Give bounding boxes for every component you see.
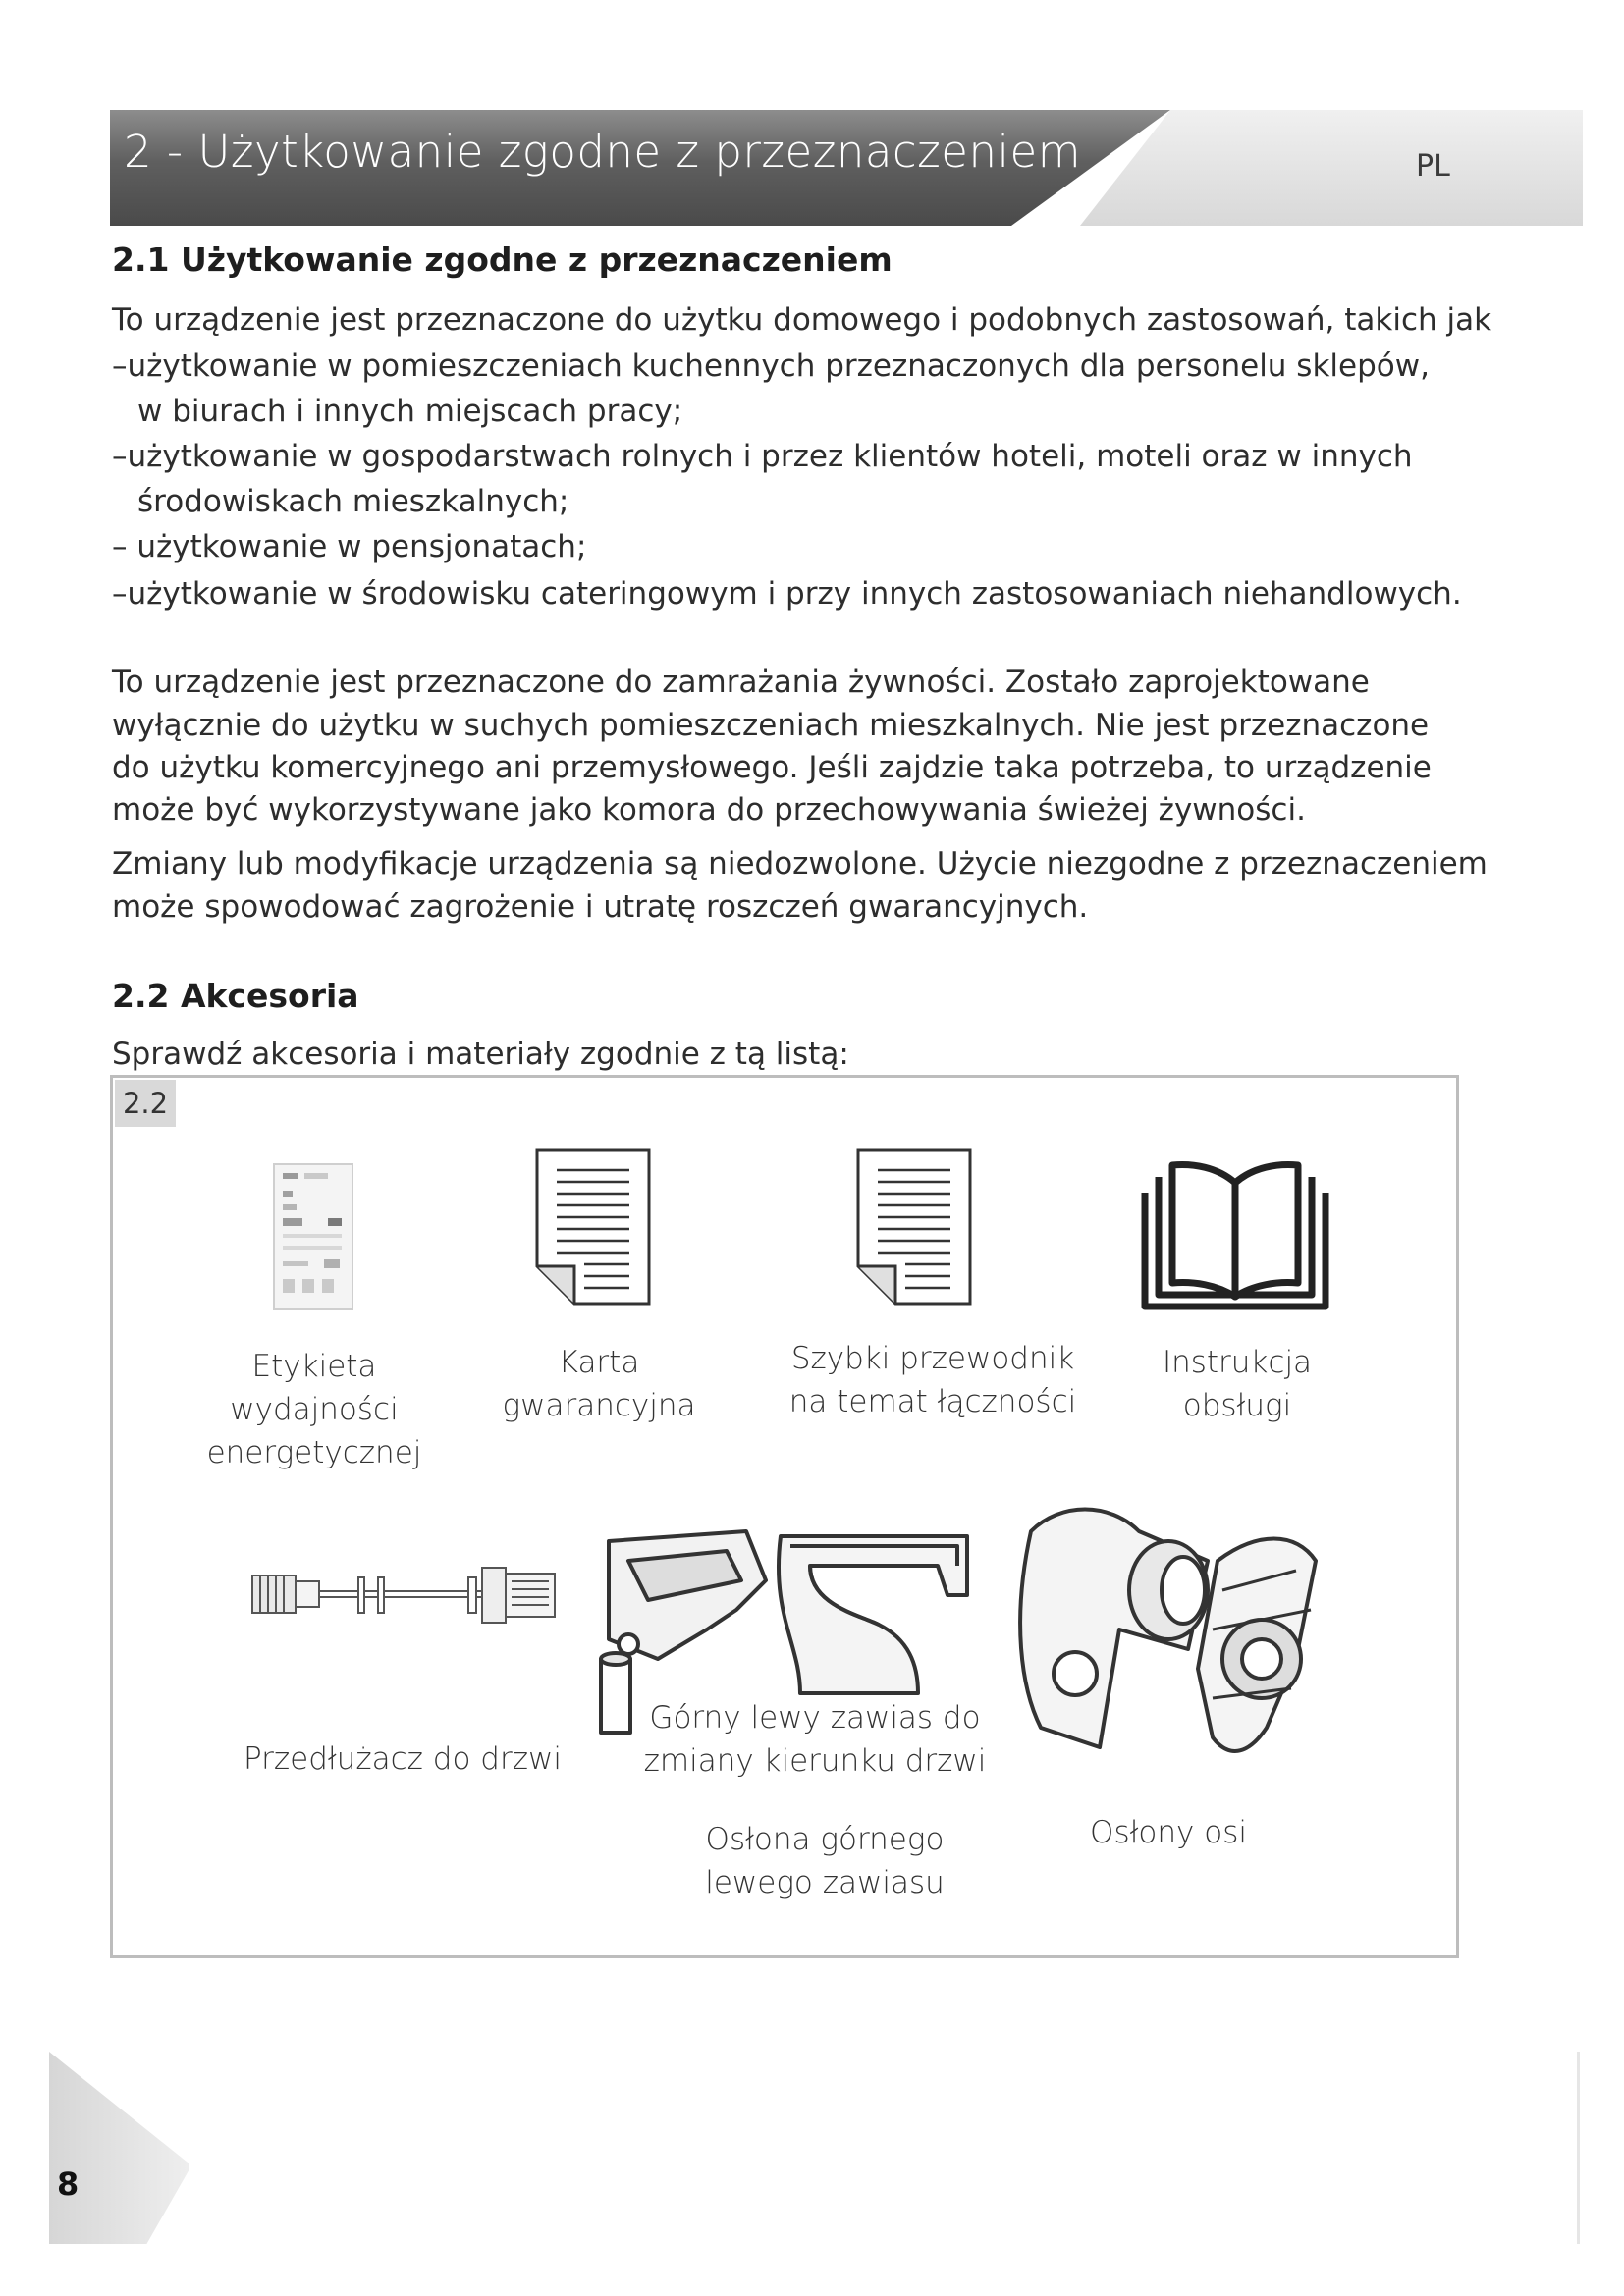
warning-line-2: może spowodować zagrożenie i utratę roszczeń gwarancyjnych. [112, 889, 1089, 925]
caption-warranty-card [461, 1341, 736, 1427]
page-number: 8 [57, 2165, 80, 2203]
usage-bullet-2: –użytkowanie w gospodarstwach rolnych i przez klientów hoteli, moteli oraz w innych [112, 439, 1413, 474]
caption-line: Górny lewy zawias do [649, 1700, 981, 1735]
caption-door-extension [216, 1737, 589, 1781]
axis-covers-icon [1001, 1492, 1326, 1787]
usage-bullet-2-cont: środowiskach mieszkalnych; [137, 484, 569, 519]
caption-axis-covers [1041, 1811, 1296, 1854]
usage-bullet-3: – użytkowanie w pensjonatach; [112, 529, 587, 564]
caption-instruction-manual [1100, 1341, 1375, 1427]
caption-line: Osłony osi [1090, 1815, 1247, 1850]
usage-intro: To urządzenie jest przeznaczone do użytku domowego i podobnych zastosowań, takich jak [112, 302, 1492, 338]
caption-line: wydajności [230, 1392, 399, 1427]
energy-label-icon [273, 1163, 353, 1310]
purpose-line-1: To urządzenie jest przeznaczone do zamrażania żywności. Zostało zaprojektowane [112, 665, 1370, 700]
figure-tag: 2.2 [115, 1080, 176, 1127]
caption-line: Instrukcja [1162, 1345, 1313, 1380]
caption-line: energetycznej [206, 1435, 422, 1470]
caption-line: zmiany kierunku drzwi [643, 1743, 987, 1779]
caption-line: lewego zawiasu [705, 1865, 945, 1900]
caption-line: Etykieta [251, 1349, 377, 1384]
instruction-manual-icon [1139, 1153, 1331, 1312]
door-extension-cable-icon [250, 1556, 560, 1634]
section-heading-usage: 2.1 Użytkowanie zgodne z przeznaczeniem [112, 240, 893, 279]
purpose-line-3: do użytku komercyjnego ani przemysłowego. Jeśli zajdzie taka potrzeba, to urządzenie [112, 750, 1432, 785]
chapter-title: 2 - Użytkowanie zgodne z przeznaczeniem [124, 126, 1082, 178]
caption-line: Osłona górnego [705, 1822, 945, 1857]
caption-line: Karta [558, 1345, 640, 1380]
hinge-cover-icon [771, 1526, 977, 1703]
caption-energy-label [177, 1345, 452, 1474]
caption-line: Szybki przewodnik [790, 1341, 1075, 1376]
usage-bullet-4: –użytkowanie w środowisku cateringowym i przy innych zastosowaniach niehandlowych. [112, 576, 1462, 612]
usage-bullet-1: –użytkowanie w pomieszczeniach kuchennych przeznaczonych dla personelu sklepów, [112, 348, 1430, 384]
purpose-line-4: może być wykorzystywane jako komora do przechowywania świeżej żywności. [112, 792, 1306, 828]
caption-quick-guide [766, 1337, 1100, 1423]
accessories-intro: Sprawdź akcesoria i materiały zgodnie z tą listą: [112, 1037, 849, 1072]
page-corner-triangle [49, 2052, 189, 2244]
caption-line: obsługi [1182, 1388, 1292, 1423]
caption-line: gwarancyjna [502, 1388, 696, 1423]
caption-line: na temat łączności [788, 1384, 1077, 1419]
right-edge-rule [1577, 2052, 1580, 2244]
quick-guide-icon [856, 1148, 972, 1306]
language-code: PL [1416, 149, 1450, 184]
warning-line-1: Zmiany lub modyfikacje urządzenia są niedozwolone. Użycie niezgodne z przeznaczeniem [112, 846, 1488, 881]
warranty-card-icon [535, 1148, 651, 1306]
usage-bullet-1-cont: w biurach i innych miejscach pracy; [137, 394, 683, 429]
section-heading-accessories: 2.2 Akcesoria [112, 977, 359, 1015]
purpose-line-2: wyłącznie do użytku w suchych pomieszczeniach mieszkalnych. Nie jest przeznaczone [112, 708, 1430, 743]
caption-line: Przedłużacz do drzwi [244, 1741, 562, 1777]
header-band-light [1080, 110, 1583, 226]
caption-top-left-hinge [628, 1696, 1001, 1783]
caption-hinge-cover [668, 1818, 982, 1904]
